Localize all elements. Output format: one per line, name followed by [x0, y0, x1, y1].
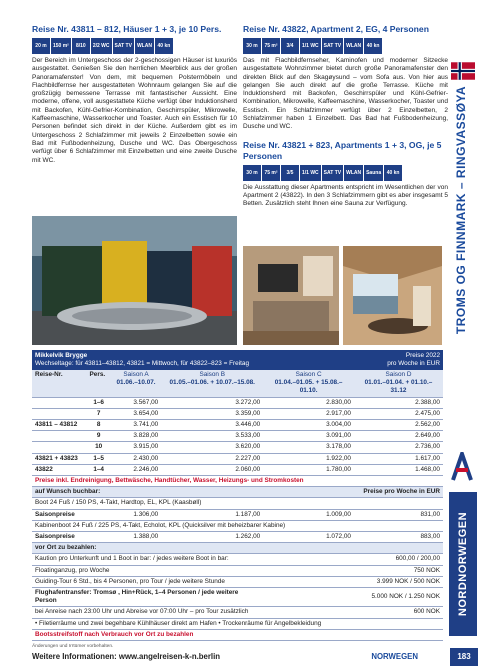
- bathroom-icon: 2/2 WC: [91, 38, 112, 54]
- table-cell: 9: [87, 431, 111, 442]
- table-row: [32, 554, 443, 565]
- house-description: Die Ausstattung dieser Apartments entspricht im Wesentlichen der von Apartment 2 (43822). In den 3 Schlafzimmern gibt es aber insgesamt 5 Betten. Zusätzlich steht Ihnen eine Sauna zur Verfügung.: [243, 183, 448, 208]
- boat-icon: 40 kn: [384, 165, 402, 181]
- bedroom-icon: 3/5: [281, 165, 299, 181]
- table-row: [32, 442, 443, 453]
- table-cell: 600,00 / 200,00: [263, 554, 443, 565]
- table-cell: 10: [87, 442, 111, 453]
- table-cell: 2.060,00: [161, 464, 263, 475]
- table-row: [32, 520, 443, 531]
- wifi-icon: WLAN: [344, 38, 363, 54]
- table-cell: Boot 24 Fuß / 150 PS, 4-Takt, Hardtop, EL, KPL (Kaasbøll): [32, 498, 443, 509]
- table-cell: 1.306,00: [111, 509, 161, 520]
- norway-flag-icon: [451, 62, 475, 80]
- table-cell: auf Wunsch buchbar:: [32, 487, 263, 498]
- footer-info: Weitere Informationen: www.angelreisen-k-n.berlin: [32, 652, 221, 661]
- distance-icon: 20 m: [32, 38, 50, 54]
- table-row: [32, 543, 443, 554]
- table-cell: Kabinenboot 24 Fuß / 225 PS, 4-Takt, Echolot, KPL (Quicksilver mit beheizbarer Kabine): [32, 520, 443, 531]
- table-cell: 3.359,00: [161, 408, 263, 419]
- table-cell: 3.620,00: [161, 442, 263, 453]
- table-header: [32, 350, 443, 370]
- bathroom-icon: 1/1 WC: [300, 165, 321, 181]
- right-house-block: [243, 24, 448, 209]
- table-cell: 3.004,00: [263, 420, 354, 431]
- amenity-icons: [243, 165, 448, 181]
- table-subtitle: Wechseltage: für 43811–43812, 43821 = Mittwoch, für 43822–823 = Freitag: [35, 360, 249, 367]
- distance-icon: 30 m: [243, 165, 261, 181]
- table-cell: 2.917,00: [263, 408, 354, 419]
- table-cell: 3.915,00: [111, 442, 161, 453]
- house-title: Reise Nr. 43821 + 823, Apartments 1 + 3, OG, je 5 Personen: [243, 139, 442, 161]
- wifi-icon: WLAN: [135, 38, 154, 54]
- footer: [32, 652, 448, 664]
- left-house-block: [32, 24, 237, 165]
- table-cell: 3.178,00: [263, 442, 354, 453]
- table-cell: bei Anreise nach 23:00 Uhr und Abreise vor 07:00 Uhr – pro Tour zusätzlich: [32, 607, 263, 618]
- table-cell: 5.000 NOK / 1.250 NOK: [263, 588, 443, 607]
- boat-icon: 40 kn: [364, 38, 382, 54]
- table-cell: 1–4: [87, 464, 111, 475]
- bathroom-icon: 1/1 WC: [300, 38, 321, 54]
- table-cell: 1.388,00: [111, 532, 161, 543]
- table-cell: 1–5: [87, 453, 111, 464]
- table-cell: 3.741,00: [111, 420, 161, 431]
- table-cell: 43811 – 43812: [32, 420, 87, 431]
- table-cell: 3.828,00: [111, 431, 161, 442]
- price-unit: pro Woche in EUR: [387, 360, 440, 367]
- table-cell: 600 NOK: [263, 607, 443, 618]
- table-cell: 1.187,00: [161, 509, 263, 520]
- table-cell: • Filetierräume und zwei begehbare Kühlhäuser direkt am Hafen • Trockenräume für Angelbekleidung: [32, 618, 443, 629]
- table-cell: 2.227,00: [161, 453, 263, 464]
- table-cell: 3.091,00: [263, 431, 354, 442]
- table-row: [32, 408, 443, 419]
- table-cell: Saisonpreise: [32, 532, 111, 543]
- table-cell: Flughafentransfer: Tromsø , Hin+Rück, 1–4 Personen / jede weitere Person: [32, 588, 263, 607]
- column-header: Pers.: [87, 370, 111, 397]
- table-cell: 831,00: [354, 509, 443, 520]
- table-row: [32, 618, 443, 629]
- table-cell: 2.830,00: [263, 397, 354, 408]
- column-header: Saison A 01.06.–10.07.: [111, 370, 161, 397]
- table-row: [32, 629, 443, 640]
- table-cell: Saisonpreise: [32, 509, 111, 520]
- house-description: Das mit Flachbildfernseher, Kaminofen und moderner Sitzecke ausgestattete Wohnzimmer bietet durch große Panoramafenster den direkten Blick auf den Skagøysund – vom Sofa aus. Von hier aus gelangen Sie auch direkt auf die große Terrasse. Küche mit Induktionsherd mit Backofen, Geschirrspüler und Kühl-Gefrier-Kombination, Mikrowelle, Kaffeemaschine, Wasserkocher, Toaster und Esstisch. Ein Schlafzimmer verfügt über 2 Einzelbetten, 2 Schlafzimmer haben 1 Einzelbett. Das Bad hat Fußbodenheizung, Dusche und WC.: [243, 57, 448, 131]
- bedroom-icon: 8/10: [72, 38, 90, 54]
- house-title: Reise Nr. 43822, Apartment 2, EG, 4 Personen: [243, 24, 429, 34]
- table-cell: 2.246,00: [111, 464, 161, 475]
- column-header: Saison D 01.01.–01.04. + 01.10.–31.12: [354, 370, 443, 397]
- region-label: TROMS OG FINNMARK – RINGVASSØYA: [454, 85, 468, 335]
- photo-anglers-with-fish: [32, 216, 237, 345]
- table-cell: 883,00: [354, 532, 443, 543]
- table-row: [32, 487, 443, 498]
- country-band: NORDNORWEGEN: [449, 492, 477, 636]
- table-cell: [32, 408, 87, 419]
- table-cell: 2.388,00: [354, 397, 443, 408]
- table-cell: 3.654,00: [111, 408, 161, 419]
- table-cell: [32, 442, 87, 453]
- tv-icon: SAT TV: [322, 38, 343, 54]
- distance-icon: 30 m: [243, 38, 261, 54]
- photo-dining-room: [343, 246, 442, 345]
- table-cell: 7: [87, 408, 111, 419]
- table-row: [32, 397, 443, 408]
- area-icon: 75 m²: [262, 38, 280, 54]
- table-cell: vor Ort zu bezahlen:: [32, 543, 443, 554]
- column-header: Reise-Nr.: [32, 370, 87, 397]
- table-cell: [32, 397, 87, 408]
- table-row: [32, 532, 443, 543]
- price-table: [32, 350, 443, 649]
- table-cell: Preise inkl. Endreinigung, Bettwäsche, Handtücher, Wasser, Heizungs- und Stromkosten: [32, 476, 443, 487]
- table-row: [32, 453, 443, 464]
- footnote: Änderungen und Irrtümer vorbehalten.: [32, 644, 114, 650]
- amenity-icons: [243, 38, 448, 54]
- table-cell: Kaution pro Unterkunft und 1 Boot in bar: / jedes weitere Boot in bar:: [32, 554, 263, 565]
- table-cell: 1.262,00: [161, 532, 263, 543]
- boat-icon: 40 kn: [155, 38, 173, 54]
- page-number: 183: [450, 648, 478, 666]
- sauna-icon: Sauna: [364, 165, 383, 181]
- column-header: Saison B 01.05.–01.06. + 10.07.–15.08.: [161, 370, 263, 397]
- house-description: Der Bereich im Untergeschoss der 2-geschossigen Häuser ist luxuriös ausgestattet. Genießen Sie den herrlichen Meerblick aus der großen Panoramafenster! Von dem, mit bequemen Polstermöbeln und Flachbildfernse her ausgestatteten Wohnraum gelangen Sie auf die großzügig bemessene Terrasse mit fantastischer Aussicht. Eine moderne, offene, voll ausgestattete Küche verfügt über Induktionsherd mit Backofen, Kühl-Gefrier-Kombination, Geschirrspüler, Mikrowelle, Kaffeemaschine, Wasserkocher und Toaster. Auch ein Esstisch für 10 Personen befindet sich direkt in der Küche. Außerdem gibt es im Untergeschoss 2 Schlafzimmer mit jeweils 2 Einzelbetten sowie ein Bad mit Fußbodenheizung, Dusche und WC. Das Obergeschoss verfügt über 6 Schlafzimmer mit Einzelbetten und eine zweite Dusche mit WC.: [32, 57, 237, 164]
- table-row: [32, 476, 443, 487]
- table-row: [32, 498, 443, 509]
- table-cell: 3.272,00: [161, 397, 263, 408]
- table-cell: 3.533,00: [161, 431, 263, 442]
- table-cell: 1.009,00: [263, 509, 354, 520]
- wifi-icon: WLAN: [344, 165, 363, 181]
- table-row: [32, 431, 443, 442]
- table-row: [32, 565, 443, 576]
- table-cell: 1.617,00: [354, 453, 443, 464]
- tv-icon: SAT TV: [113, 38, 134, 54]
- table-cell: 43821 + 43823: [32, 453, 87, 464]
- table-row: [32, 588, 443, 607]
- table-cell: 1.468,00: [354, 464, 443, 475]
- table-row: [32, 420, 443, 431]
- tv-icon: SAT TV: [322, 165, 343, 181]
- table-cell: 2.475,00: [354, 408, 443, 419]
- table-row: [32, 509, 443, 520]
- table-cell: 1.922,00: [263, 453, 354, 464]
- table-cell: 2.736,00: [354, 442, 443, 453]
- table-cell: Guiding-Tour 6 Std., bis 4 Personen, pro Tour / jede weitere Stunde: [32, 576, 263, 587]
- house-title: Reise Nr. 43811 – 812, Häuser 1 + 3, je 10 Pers.: [32, 24, 222, 34]
- table-cell: Floatinganzug, pro Woche: [32, 565, 263, 576]
- table-row: [32, 576, 443, 587]
- table-cell: 1–6: [87, 397, 111, 408]
- table-title: Mikkelvik Brygge: [35, 352, 88, 359]
- footer-country: NORWEGEN: [371, 652, 418, 661]
- table-cell: 3.567,00: [111, 397, 161, 408]
- table-cell: 3.446,00: [161, 420, 263, 431]
- table-cell: 43822: [32, 464, 87, 475]
- price-year: Preise 2022: [405, 352, 440, 359]
- table-row: [32, 464, 443, 475]
- table-cell: 2.649,00: [354, 431, 443, 442]
- table-cell: [32, 431, 87, 442]
- table-cell: 750 NOK: [263, 565, 443, 576]
- price-grid: [32, 370, 443, 641]
- area-icon: 75 m²: [262, 165, 280, 181]
- table-cell: 2.430,00: [111, 453, 161, 464]
- table-cell: Preise pro Woche in EUR: [263, 487, 443, 498]
- bedroom-icon: 3/4: [281, 38, 299, 54]
- table-cell: 1.072,00: [263, 532, 354, 543]
- company-logo-icon: [449, 452, 475, 482]
- table-row: [32, 607, 443, 618]
- table-cell: 3.999 NOK / 500 NOK: [263, 576, 443, 587]
- table-cell: Bootsstreifstoff nach Verbrauch vor Ort zu bezahlen: [32, 629, 443, 640]
- area-icon: 150 m²: [51, 38, 71, 54]
- photo-living-room: [243, 246, 339, 345]
- amenity-icons: [32, 38, 237, 54]
- table-cell: 2.562,00: [354, 420, 443, 431]
- column-header: Saison C 01.04.–01.05. + 15.08.–01.10.: [263, 370, 354, 397]
- table-cell: 8: [87, 420, 111, 431]
- table-cell: 1.780,00: [263, 464, 354, 475]
